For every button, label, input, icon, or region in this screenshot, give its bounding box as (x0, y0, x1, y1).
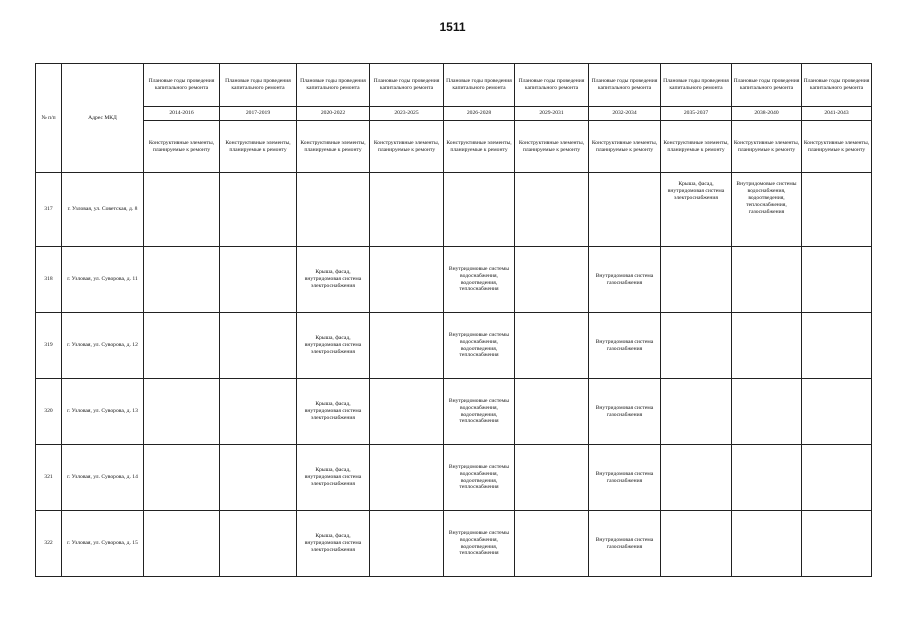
column-header-elements: Конструктивные элементы, планируемые к ремонту (144, 121, 220, 173)
column-header-plan: Плановые годы проведения капитального ремонта (732, 64, 802, 107)
row-work-cell (144, 173, 220, 247)
row-work-cell (297, 173, 370, 247)
row-work-cell: Крыша, фасад, внутридомовая система электроснабжения (297, 445, 370, 511)
row-work-cell: Внутридомовые системы водоснабжения, водоотведения, теплоснабжения (444, 445, 515, 511)
repair-schedule-table (35, 63, 872, 577)
row-work-cell: Крыша, фасад, внутридомовая система электроснабжения (297, 247, 370, 313)
row-work-cell: Внутридомовые системы водоснабжения, водоотведения, теплоснабжения (444, 313, 515, 379)
column-header-years: 2020-2022 (297, 107, 370, 121)
row-work-cell (144, 445, 220, 511)
row-work-cell (661, 511, 732, 577)
row-work-cell (220, 511, 297, 577)
row-work-cell (732, 445, 802, 511)
row-work-cell: Внутридомовые системы водоснабжения, водоотведения, теплоснабжения, газоснабжения (732, 173, 802, 247)
column-header-plan: Плановые годы проведения капитального ремонта (144, 64, 220, 107)
column-header-plan: Плановые годы проведения капитального ремонта (661, 64, 732, 107)
row-number: 318 (36, 247, 62, 313)
header-row-years (36, 107, 872, 121)
row-work-cell (661, 445, 732, 511)
row-work-cell (370, 379, 444, 445)
row-work-cell (661, 313, 732, 379)
row-work-cell: Крыша, фасад, внутридомовая система электроснабжения (661, 173, 732, 247)
column-header-elements: Конструктивные элементы, планируемые к ремонту (297, 121, 370, 173)
row-address: г. Узловая, ул. Суворова, д. 12 (62, 313, 144, 379)
row-work-cell (370, 445, 444, 511)
column-header-elements: Конструктивные элементы, планируемые к ремонту (732, 121, 802, 173)
row-work-cell (220, 445, 297, 511)
row-work-cell (515, 445, 589, 511)
row-address: г. Узловая, ул. Суворова, д. 13 (62, 379, 144, 445)
row-work-cell (220, 313, 297, 379)
row-work-cell: Внутридомовые системы водоснабжения, водоотведения, теплоснабжения (444, 379, 515, 445)
row-work-cell (802, 511, 872, 577)
row-work-cell: Внутридомовые системы водоснабжения, водоотведения, теплоснабжения (444, 511, 515, 577)
row-work-cell (802, 173, 872, 247)
row-work-cell: Внутридомовая система газоснабжения (589, 247, 661, 313)
table-row (36, 379, 872, 445)
row-number: 322 (36, 511, 62, 577)
row-work-cell (802, 247, 872, 313)
column-header-years: 2023-2025 (370, 107, 444, 121)
column-header-years: 2017-2019 (220, 107, 297, 121)
column-header-years: 2041-2043 (802, 107, 872, 121)
row-work-cell (515, 379, 589, 445)
table-row (36, 173, 872, 247)
row-work-cell (515, 313, 589, 379)
row-work-cell (589, 173, 661, 247)
column-header-elements: Конструктивные элементы, планируемые к ремонту (220, 121, 297, 173)
row-work-cell: Внутридомовые системы водоснабжения, водоотведения, теплоснабжения (444, 247, 515, 313)
row-work-cell (732, 511, 802, 577)
row-work-cell (802, 445, 872, 511)
row-work-cell (732, 379, 802, 445)
table-row (36, 445, 872, 511)
column-header-plan: Плановые годы проведения капитального ремонта (589, 64, 661, 107)
row-work-cell (220, 247, 297, 313)
row-work-cell (732, 313, 802, 379)
row-work-cell: Внутридомовая система газоснабжения (589, 379, 661, 445)
table-row (36, 511, 872, 577)
row-address: г. Узловая, ул. Суворова, д. 14 (62, 445, 144, 511)
row-work-cell (661, 379, 732, 445)
column-header-years: 2035-2037 (661, 107, 732, 121)
row-work-cell (144, 511, 220, 577)
row-address: г. Узловая, ул. Суворова, д. 11 (62, 247, 144, 313)
row-work-cell (515, 511, 589, 577)
column-header-plan: Плановые годы проведения капитального ремонта (370, 64, 444, 107)
column-header-plan: Плановые годы проведения капитального ремонта (515, 64, 589, 107)
column-header-years: 2026-2028 (444, 107, 515, 121)
column-header-elements: Конструктивные элементы, планируемые к ремонту (444, 121, 515, 173)
row-work-cell (802, 379, 872, 445)
row-work-cell: Внутридомовая система газоснабжения (589, 445, 661, 511)
column-header-plan: Плановые годы проведения капитального ремонта (802, 64, 872, 107)
column-header-elements: Конструктивные элементы, планируемые к ремонту (661, 121, 732, 173)
row-work-cell (661, 247, 732, 313)
column-header-elements: Конструктивные элементы, планируемые к ремонту (589, 121, 661, 173)
row-work-cell (515, 173, 589, 247)
row-address: г. Узловая, ул. Советская, д. 8 (62, 173, 144, 247)
row-work-cell (370, 313, 444, 379)
column-header-years: 2014-2016 (144, 107, 220, 121)
column-header-elements: Конструктивные элементы, планируемые к ремонту (370, 121, 444, 173)
column-header-plan: Плановые годы проведения капитального ремонта (220, 64, 297, 107)
column-header-elements: Конструктивные элементы, планируемые к ремонту (802, 121, 872, 173)
row-work-cell (515, 247, 589, 313)
table-row (36, 247, 872, 313)
column-header-years: 2032-2034 (589, 107, 661, 121)
page-number: 1511 (439, 20, 466, 34)
row-work-cell: Крыша, фасад, внутридомовая система электроснабжения (297, 313, 370, 379)
header-row-elements (36, 121, 872, 173)
row-work-cell (220, 173, 297, 247)
row-work-cell (370, 173, 444, 247)
column-header-elements: Конструктивные элементы, планируемые к ремонту (515, 121, 589, 173)
column-header-years: 2029-2031 (515, 107, 589, 121)
row-work-cell (370, 247, 444, 313)
row-work-cell (220, 379, 297, 445)
column-header-address: Адрес МКД (62, 64, 144, 173)
column-header-number: № п/п (36, 64, 62, 173)
row-work-cell: Крыша, фасад, внутридомовая система электроснабжения (297, 379, 370, 445)
header-row-plan (36, 64, 872, 107)
row-work-cell (144, 247, 220, 313)
row-work-cell (370, 511, 444, 577)
column-header-plan: Плановые годы проведения капитального ремонта (444, 64, 515, 107)
row-work-cell (802, 313, 872, 379)
table-row (36, 313, 872, 379)
row-work-cell: Крыша, фасад, внутридомовая система электроснабжения (297, 511, 370, 577)
column-header-years: 2038-2040 (732, 107, 802, 121)
row-number: 317 (36, 173, 62, 247)
row-work-cell (444, 173, 515, 247)
row-number: 321 (36, 445, 62, 511)
column-header-plan: Плановые годы проведения капитального ремонта (297, 64, 370, 107)
row-work-cell (144, 313, 220, 379)
row-work-cell (144, 379, 220, 445)
row-number: 319 (36, 313, 62, 379)
row-number: 320 (36, 379, 62, 445)
row-address: г. Узловая, ул. Суворова, д. 15 (62, 511, 144, 577)
row-work-cell: Внутридомовая система газоснабжения (589, 511, 661, 577)
row-work-cell: Внутридомовая система газоснабжения (589, 313, 661, 379)
row-work-cell (732, 247, 802, 313)
